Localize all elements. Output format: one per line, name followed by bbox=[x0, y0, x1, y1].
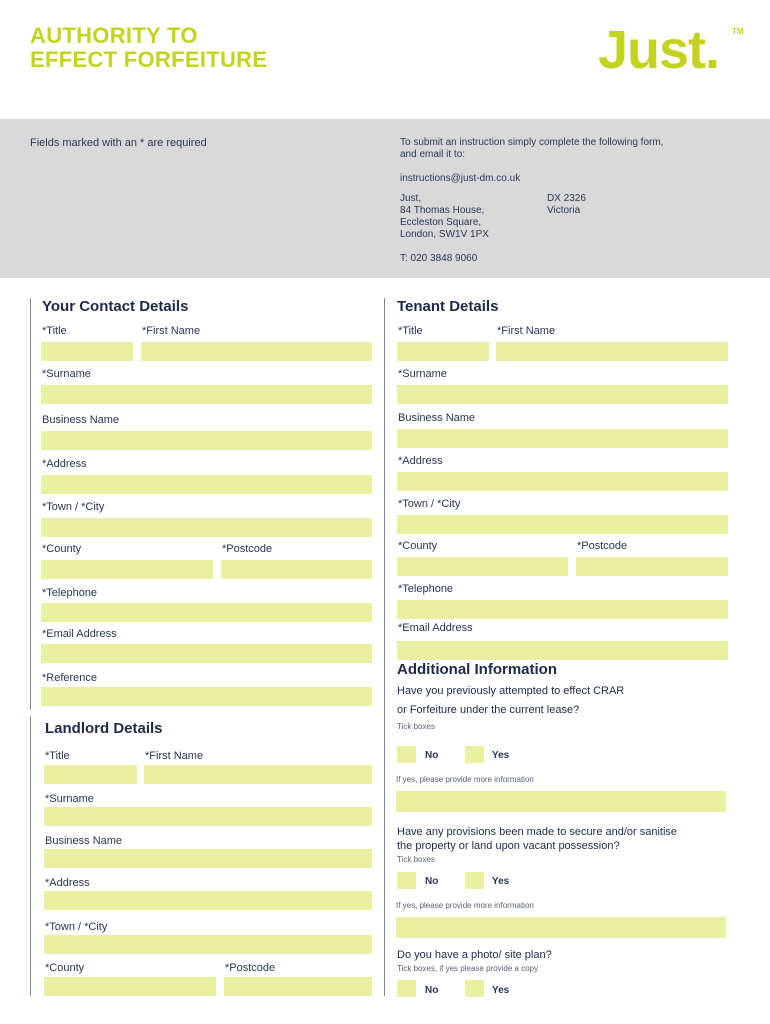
landlord-town-label: *Town / *City bbox=[45, 921, 108, 933]
landlord-address-field[interactable] bbox=[44, 891, 372, 910]
dx-line: Victoria bbox=[547, 205, 581, 216]
form-title-line-1: AUTHORITY TO bbox=[30, 23, 198, 48]
contact-telephone-label: *Telephone bbox=[42, 587, 98, 599]
instructions-line-2: and email it to: bbox=[400, 149, 466, 160]
tenant-title-field[interactable] bbox=[397, 342, 489, 361]
dx-address bbox=[547, 193, 586, 217]
question-2 bbox=[397, 825, 677, 853]
tenant-email-label: *Email Address bbox=[398, 622, 473, 634]
q1-yes-checkbox[interactable] bbox=[465, 746, 484, 763]
contact-details-heading: Your Contact Details bbox=[42, 298, 189, 315]
form-title-line-2: EFFECT FORFEITURE bbox=[30, 47, 268, 72]
column-divider bbox=[384, 298, 385, 996]
trademark-mark: TM bbox=[732, 27, 744, 36]
tenant-surname-field[interactable] bbox=[397, 385, 728, 404]
postal-address bbox=[400, 193, 489, 241]
address-line: 84 Thomas House, bbox=[400, 205, 485, 216]
contact-reference-field[interactable] bbox=[41, 687, 372, 706]
contact-first-name-label: *First Name bbox=[142, 325, 201, 337]
landlord-county-label: *County bbox=[45, 962, 85, 974]
contact-email-field[interactable] bbox=[41, 644, 372, 663]
additional-info-heading: Additional Information bbox=[397, 661, 557, 678]
q2-more-info-field[interactable] bbox=[396, 917, 726, 938]
landlord-town-field[interactable] bbox=[44, 935, 372, 954]
q3-tick-note: Tick boxes, if yes please provide a copy bbox=[397, 964, 539, 973]
q1-no-label: No bbox=[425, 750, 439, 761]
tenant-surname-label: *Surname bbox=[398, 368, 447, 380]
contact-postcode-field[interactable] bbox=[221, 560, 372, 579]
q2-yes-checkbox[interactable] bbox=[465, 872, 484, 889]
contact-telephone-field[interactable] bbox=[41, 603, 372, 622]
address-line: Eccleston Square, bbox=[400, 217, 482, 228]
q2-no-checkbox[interactable] bbox=[397, 872, 416, 889]
tenant-details-heading: Tenant Details bbox=[397, 298, 499, 315]
contact-address-field[interactable] bbox=[41, 475, 372, 494]
address-line: Just, bbox=[400, 193, 422, 204]
required-note: Fields marked with an * are required bbox=[30, 137, 207, 149]
contact-county-label: *County bbox=[42, 543, 82, 555]
q2-yes-label: Yes bbox=[492, 876, 510, 887]
address-line: London, SW1V 1PX bbox=[400, 229, 489, 240]
landlord-business-name-field[interactable] bbox=[44, 849, 372, 868]
landlord-surname-label: *Surname bbox=[45, 793, 94, 805]
contact-title-field[interactable] bbox=[41, 342, 133, 361]
tenant-title-label: *Title bbox=[398, 325, 423, 337]
q3-no-label: No bbox=[425, 985, 439, 996]
tenant-first-name-field[interactable] bbox=[496, 342, 728, 361]
question-2-line-2: the property or land upon vacant possession? bbox=[397, 840, 620, 852]
q1-no-checkbox[interactable] bbox=[397, 746, 416, 763]
tenant-town-field[interactable] bbox=[397, 515, 728, 534]
landlord-title-field[interactable] bbox=[44, 765, 137, 784]
contact-surname-field[interactable] bbox=[41, 385, 372, 404]
q1-if-yes-note: If yes, please provide more information bbox=[396, 775, 534, 784]
tenant-postcode-label: *Postcode bbox=[577, 540, 628, 552]
tenant-business-name-label: Business Name bbox=[398, 412, 476, 424]
contact-business-name-label: Business Name bbox=[42, 414, 120, 426]
q3-yes-label: Yes bbox=[492, 985, 510, 996]
tenant-telephone-field[interactable] bbox=[397, 600, 728, 619]
submission-email[interactable]: instructions@just-dm.co.uk bbox=[400, 173, 521, 184]
tenant-postcode-field[interactable] bbox=[576, 557, 728, 576]
tick-boxes-note: Tick boxes bbox=[397, 855, 435, 864]
phone-number: T: 020 3848 9060 bbox=[400, 253, 478, 264]
contact-reference-label: *Reference bbox=[42, 672, 98, 684]
landlord-business-name-label: Business Name bbox=[45, 835, 123, 847]
q3-no-checkbox[interactable] bbox=[397, 980, 416, 997]
question-3: Do you have a photo/ site plan? bbox=[397, 949, 552, 961]
tenant-first-name-label: *First Name bbox=[497, 325, 556, 337]
landlord-first-name-field[interactable] bbox=[144, 765, 372, 784]
q2-if-yes-note: If yes, please provide more information bbox=[396, 901, 534, 910]
contact-address-label: *Address bbox=[42, 458, 87, 470]
tick-boxes-note: Tick boxes bbox=[397, 722, 435, 731]
question-1-line-2: or Forfeiture under the current lease? bbox=[397, 704, 580, 716]
tenant-business-name-field[interactable] bbox=[397, 429, 728, 448]
contact-town-label: *Town / *City bbox=[42, 501, 105, 513]
tenant-address-label: *Address bbox=[398, 455, 443, 467]
contact-town-field[interactable] bbox=[41, 518, 372, 537]
contact-county-field[interactable] bbox=[41, 560, 213, 579]
tenant-email-field[interactable] bbox=[397, 641, 728, 660]
landlord-postcode-field[interactable] bbox=[224, 977, 372, 996]
landlord-title-label: *Title bbox=[45, 750, 70, 762]
question-1 bbox=[397, 684, 624, 717]
question-2-line-1: Have any provisions been made to secure and/or sanitise bbox=[397, 826, 678, 838]
tenant-county-field[interactable] bbox=[397, 557, 568, 576]
landlord-address-label: *Address bbox=[45, 877, 90, 889]
just-logo bbox=[598, 20, 744, 80]
landlord-surname-field[interactable] bbox=[44, 807, 372, 826]
form-title bbox=[30, 24, 267, 72]
landlord-postcode-label: *Postcode bbox=[225, 962, 276, 974]
q3-yes-checkbox[interactable] bbox=[465, 980, 484, 997]
contact-surname-label: *Surname bbox=[42, 368, 91, 380]
dx-line: DX 2326 bbox=[547, 193, 586, 204]
tenant-town-label: *Town / *City bbox=[398, 498, 461, 510]
tenant-county-label: *County bbox=[398, 540, 438, 552]
landlord-details-heading: Landlord Details bbox=[45, 720, 163, 737]
landlord-first-name-label: *First Name bbox=[145, 750, 204, 762]
contact-divider bbox=[30, 298, 31, 710]
contact-title-label: *Title bbox=[42, 325, 67, 337]
q2-no-label: No bbox=[425, 876, 439, 887]
logo-text: Just. bbox=[598, 20, 720, 80]
contact-business-name-field[interactable] bbox=[41, 431, 372, 450]
tenant-address-field[interactable] bbox=[397, 472, 728, 491]
question-1-line-1: Have you previously attempted to effect CRAR bbox=[397, 685, 625, 697]
q1-more-info-field[interactable] bbox=[396, 791, 726, 812]
contact-first-name-field[interactable] bbox=[141, 342, 372, 361]
contact-email-label: *Email Address bbox=[42, 628, 117, 640]
contact-postcode-label: *Postcode bbox=[222, 543, 273, 555]
tenant-telephone-label: *Telephone bbox=[398, 583, 454, 595]
landlord-county-field[interactable] bbox=[44, 977, 216, 996]
landlord-divider bbox=[30, 716, 31, 996]
instructions-line-1: To submit an instruction simply complete the following form, bbox=[400, 137, 664, 148]
q1-yes-label: Yes bbox=[492, 750, 510, 761]
